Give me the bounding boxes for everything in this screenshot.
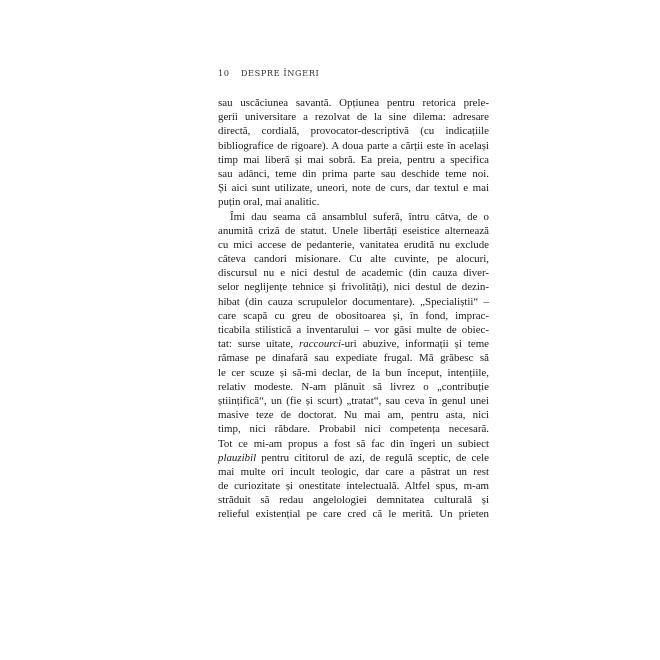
text-line (218, 167, 489, 181)
text-segment: tat: surse uitate, (218, 338, 300, 351)
text-segment: străduit să redau angelologiei demnitatea culturală și (218, 494, 489, 507)
text-segment: puțin oral, mai analitic. (218, 196, 320, 209)
text-segment: le cer scuze și să-mi declar, de la bun început, intențiile, (218, 366, 489, 379)
text-line (218, 124, 489, 138)
text-segment: hibat (din cauza scrupulelor documentare). „Specialiștii“ – (218, 295, 489, 308)
text-line (218, 408, 489, 422)
text-line (218, 507, 489, 521)
text-segment: gerii universitare a rezolvat de la sine dilema: adresare (218, 111, 489, 124)
text-segment: discursul nu e nici destul de academic (din cauza diver- (218, 267, 489, 280)
body-text (218, 96, 489, 522)
text-segment: bibliografice de rigoare). A doua parte a cărții este în același (218, 139, 489, 152)
text-line (218, 309, 489, 323)
text-segment: pentru cititorul de azi, de regulă sceptic, de cele (256, 451, 489, 464)
text-segment: directă, cordială, provocator-descriptivă (cu indicațiile (218, 125, 489, 138)
text-line (218, 323, 489, 337)
text-line (218, 181, 489, 195)
italic-text: raccourci (299, 338, 341, 351)
text-segment: științifică“, un (fie și scurt) „tratat“, sau ceva în genul unei (218, 394, 489, 407)
text-segment: relativ modeste. N-am plănuit să livrez o „contribuție (218, 380, 489, 393)
text-line (218, 252, 489, 266)
text-segment: de curiozitate și onestitate intelectuală. Altfel spus, m-am (218, 480, 489, 493)
text-line (218, 295, 489, 309)
page-number: 10 (218, 68, 230, 78)
text-line (218, 224, 489, 238)
text-line (218, 437, 489, 451)
text-segment: Tot ce mi-am propus a fost să fac din îngeri un subiect (218, 437, 489, 450)
text-line (218, 110, 489, 124)
text-line (218, 337, 489, 351)
text-segment: câteva candori misionare. Cu alte cuvinte, pe alocuri, (218, 253, 489, 266)
running-head-title: DESPRE ÎNGERI (240, 68, 320, 78)
text-line (218, 153, 489, 167)
text-line (218, 96, 489, 110)
text-segment: care scapă cu greu de obositoarea și, în fond, imprac- (218, 309, 489, 322)
text-line (218, 465, 489, 479)
text-line (218, 238, 489, 252)
text-segment: ticabila stilistică a inventarului – vor găsi multe de obiec- (218, 324, 489, 336)
text-line (218, 210, 489, 224)
text-line (218, 139, 489, 153)
text-segment: cu mici accese de pedanterie, vanitatea erudită nu exclude (218, 238, 489, 251)
text-segment: selor neglijențe tehnice și frivolități), nici destul de dezin- (218, 281, 489, 294)
text-line (218, 266, 489, 280)
text-line (218, 195, 489, 209)
text-segment: Și aici sunt utilizate, uneori, note de curs, dar textul e mai (218, 182, 489, 195)
text-line (218, 351, 489, 365)
text-segment: timp, nici răbdare. Probabil nici competența necesară. (218, 423, 489, 436)
text-line (218, 366, 489, 380)
text-line (218, 394, 489, 408)
text-line (218, 451, 489, 465)
text-segment: mai multe ori incult teologic, dar care a păstrat un rest (218, 465, 489, 478)
running-head (218, 68, 319, 78)
text-line (218, 380, 489, 394)
text-line (218, 493, 489, 507)
text-segment: rămase pe dinafară sau expediate frugal. Mă grăbesc să (218, 352, 489, 365)
text-segment: masive teze de doctorat. Nu mai am, pentru asta, nici (218, 409, 489, 422)
text-line (218, 479, 489, 493)
text-segment: -uri abuzive, informații și teme (340, 338, 490, 351)
text-segment: relieful existențial pe care cred că le merită. Un prieten (218, 508, 489, 521)
italic-text: plauzibil (218, 451, 257, 464)
text-segment: timp mai liberă și mai sobră. Ea preia, pentru a specifica (218, 153, 489, 166)
text-segment: sau adânci, teme din prima parte sau deschide teme noi. (218, 167, 489, 180)
text-segment: Îmi dau seama că ansamblul suferă, întru câtva, de o (230, 210, 489, 223)
text-line (218, 422, 489, 436)
text-segment: sau uscăciunea savantă. Opțiunea pentru retorica prele- (218, 97, 489, 109)
text-segment: anumită criză de statut. Unele libertăți eseistice alternează (218, 224, 489, 237)
text-line (218, 280, 489, 294)
